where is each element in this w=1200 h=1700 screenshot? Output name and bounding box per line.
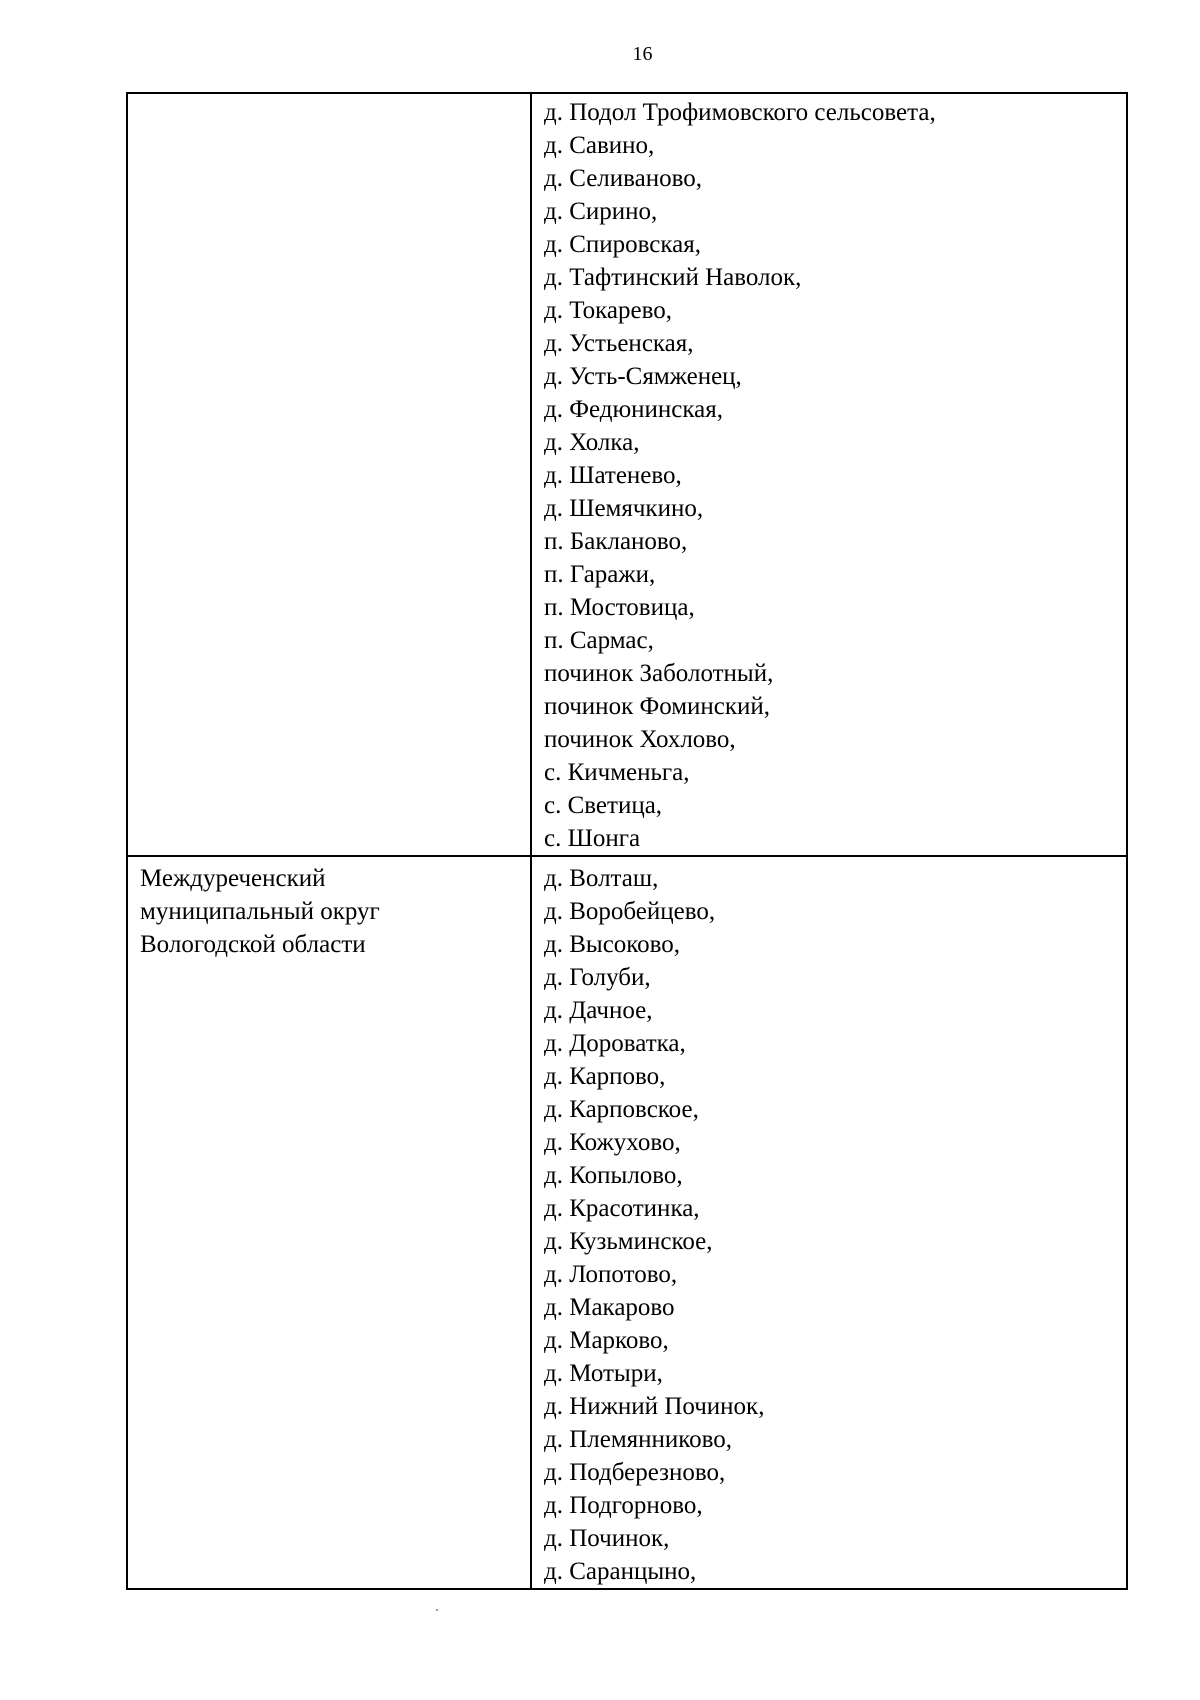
table-row (127, 93, 1127, 856)
settlement-item: д. Федюнинская, (544, 396, 723, 423)
settlement-item: д. Голуби, (544, 964, 651, 991)
settlement-item: д. Красотинка, (544, 1195, 700, 1222)
settlement-item: починок Хохлово, (544, 726, 736, 753)
settlement-item: д. Лопотово, (544, 1261, 678, 1288)
settlement-item: п. Бакланово, (544, 528, 688, 555)
settlement-item: д. Кожухово, (544, 1129, 681, 1156)
settlement-item: д. Карпово, (544, 1063, 666, 1090)
district-cell (127, 856, 531, 1589)
settlement-item: д. Устьенская, (544, 330, 694, 357)
settlement-item: д. Марково, (544, 1327, 669, 1354)
settlement-item: починок Заболотный, (544, 660, 774, 687)
district-name-line: Междуреченский (140, 865, 326, 892)
settlement-item: д. Кузьминское, (544, 1228, 713, 1255)
settlement-item: д. Воробейцево, (544, 898, 716, 925)
settlement-item: д. Токарево, (544, 297, 672, 324)
settlement-item: д. Усть-Сямженец, (544, 363, 742, 390)
settlement-item: д. Селиваново, (544, 165, 702, 192)
settlement-item: д. Сирино, (544, 198, 658, 225)
settlement-item: д. Подгорново, (544, 1492, 703, 1519)
settlement-item: д. Подол Трофимовского сельсовета, (544, 99, 936, 126)
settlements-cell (531, 856, 1127, 1589)
settlement-item: д. Шемячкино, (544, 495, 704, 522)
settlement-item: д. Макарово (544, 1294, 675, 1321)
settlement-item: с. Кичменьга, (544, 759, 690, 786)
settlement-item: п. Сармас, (544, 627, 654, 654)
table-row (127, 856, 1127, 1589)
district-name (128, 857, 530, 961)
settlement-list (532, 857, 1126, 1588)
settlement-item: д. Подберезново, (544, 1459, 726, 1486)
settlement-item: д. Дороватка, (544, 1030, 686, 1057)
settlements-table (126, 92, 1128, 1590)
settlement-item: д. Нижний Починок, (544, 1393, 765, 1420)
settlement-item: д. Саранцыно, (544, 1558, 697, 1585)
district-name-line: Вологодской области (140, 931, 366, 958)
scan-speck (436, 1609, 438, 1611)
district-cell (127, 93, 531, 856)
settlement-item: д. Дачное, (544, 997, 653, 1024)
settlements-cell (531, 93, 1127, 856)
settlement-item: д. Спировская, (544, 231, 702, 258)
settlement-item: д. Шатенево, (544, 462, 682, 489)
settlement-item: починок Фоминский, (544, 693, 771, 720)
settlement-item: п. Гаражи, (544, 561, 656, 588)
settlement-item: д. Холка, (544, 429, 640, 456)
district-name-line: муниципальный округ (140, 898, 380, 925)
settlement-item: п. Мостовица, (544, 594, 695, 621)
page-number: 16 (632, 43, 653, 65)
settlement-item: д. Племянниково, (544, 1426, 733, 1453)
settlement-item: д. Починок, (544, 1525, 670, 1552)
settlement-item: д. Волташ, (544, 865, 659, 892)
settlement-item: д. Мотыри, (544, 1360, 663, 1387)
settlement-list (532, 94, 1126, 855)
settlement-item: д. Тафтинский Наволок, (544, 264, 802, 291)
settlement-item: д. Савино, (544, 132, 655, 159)
settlement-item: д. Карповское, (544, 1096, 699, 1123)
settlement-item: д. Высоково, (544, 931, 681, 958)
settlement-item: с. Светица, (544, 792, 663, 819)
settlement-item: с. Шонга (544, 825, 641, 852)
settlement-item: д. Копылово, (544, 1162, 683, 1189)
